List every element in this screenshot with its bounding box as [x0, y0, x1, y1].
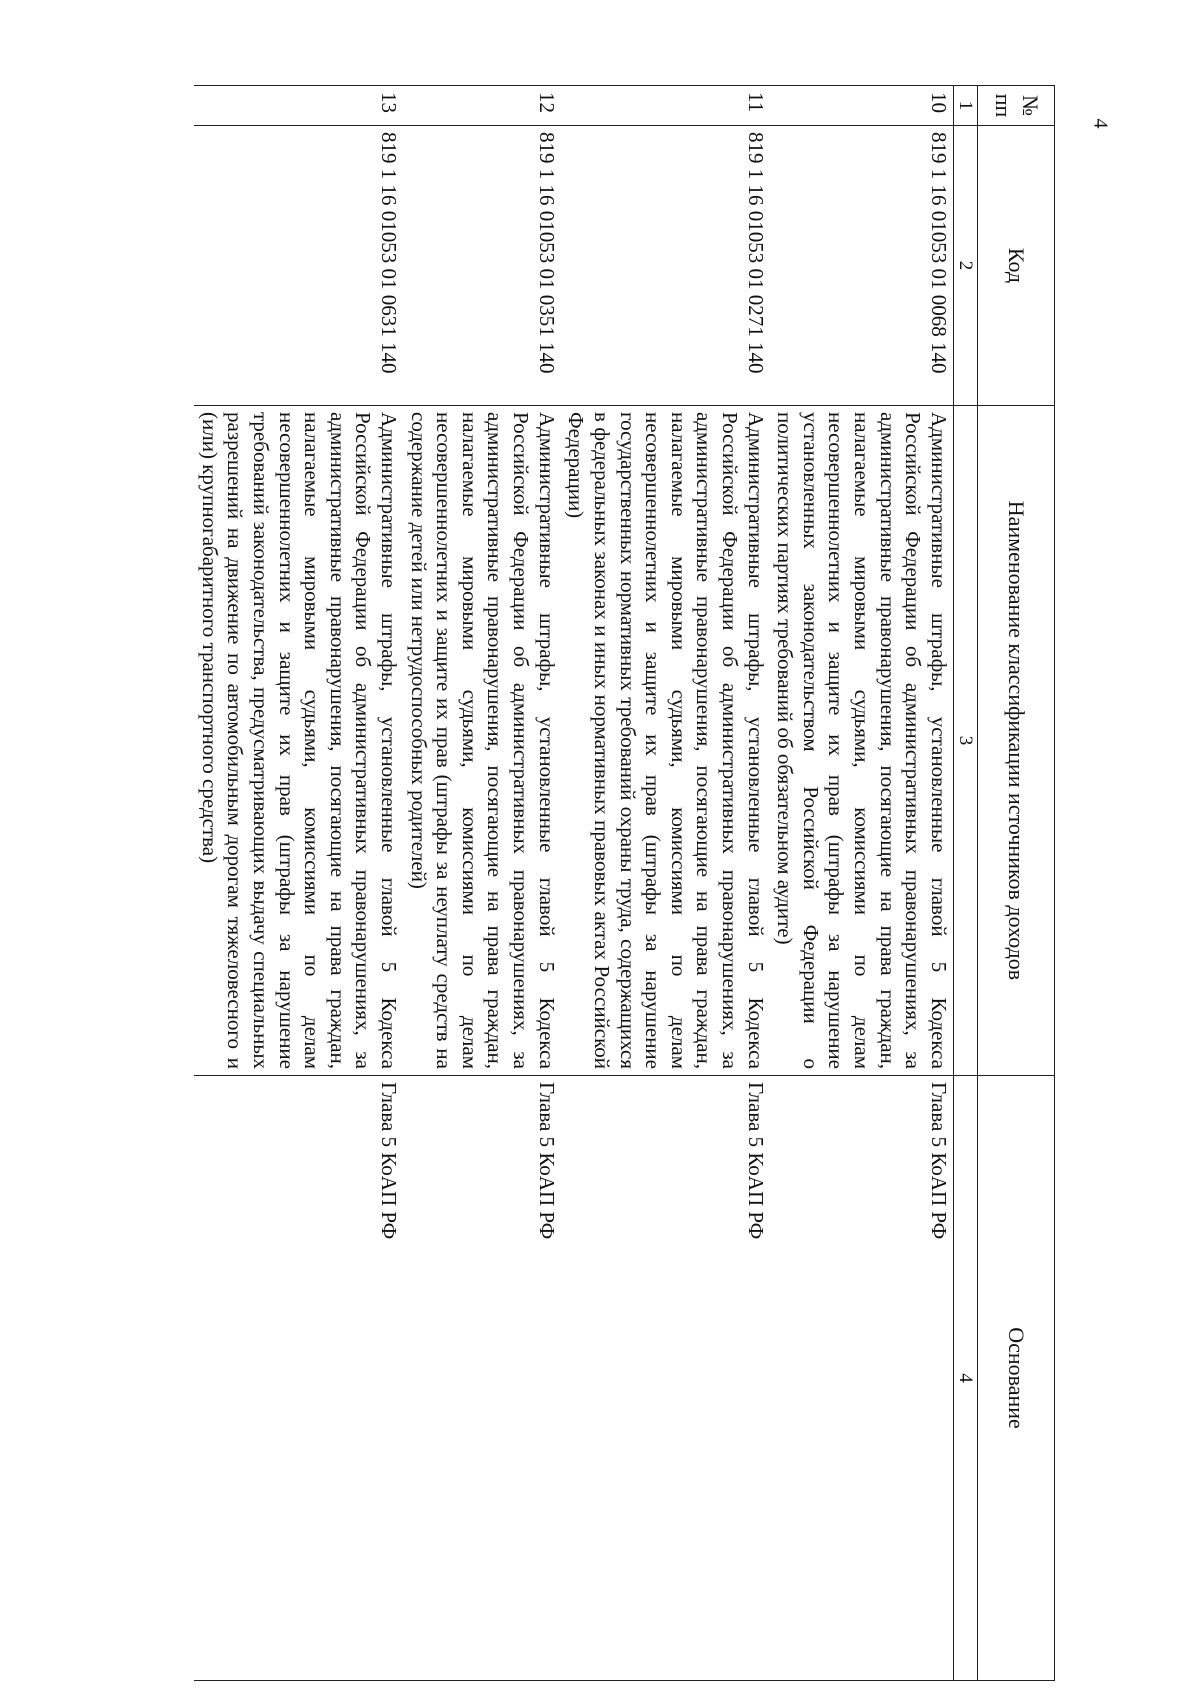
column-number: 2 [953, 126, 977, 406]
row-num: 13 [194, 86, 403, 126]
table-row [770, 86, 954, 1681]
header-code: Код [978, 126, 1055, 406]
row-name: Административные штрафы, установленные главой 5 Кодекса Российской Федерации об административных правонарушениях, за административные правонарушения, посягающие на права граждан, налагаемые мировыми судьями, комиссиями по делам несовершеннолетних и защите их прав (штрафы за нарушение требований законодательства, предусматривающих выдачу специальных разрешений на движение по автомобильным дорогам тяжеловесного и (или) крупногабаритного транспортного средства) [194, 406, 403, 1076]
header-basis: Основание [978, 1076, 1055, 1681]
row-code: 819 1 16 01053 01 0271 140 [561, 126, 770, 406]
table-row [561, 86, 770, 1681]
row-name: Административные штрафы, установленные главой 5 Кодекса Российской Федерации об административных правонарушениях, за административные правонарушения, посягающие на права граждан, налагаемые мировыми судьями, комиссиями по делам несовершеннолетних и защите их прав (штрафы за нарушение государственных нормативных требований охраны труда, содержащихся в федеральных законах и иных нормативных правовых актах Российской Федерации) [561, 406, 770, 1076]
table-row [194, 86, 403, 1681]
rotated-table-container [170, 85, 1055, 1680]
header-num: № пп [978, 86, 1055, 126]
revenue-classification-table [194, 85, 1055, 1681]
row-name: Административные штрафы, установленные главой 5 Кодекса Российской Федерации об административных правонарушениях, за административные правонарушения, посягающие на права граждан, налагаемые мировыми судьями, комиссиями по делам несовершеннолетних и защите их прав (штрафы за неуплату средств на содержание детей или нетрудоспособных родителей) [403, 406, 561, 1076]
row-num: 10 [770, 86, 954, 126]
row-basis: Глава 5 КоАП РФ [403, 1076, 561, 1681]
page-number: 4 [1089, 118, 1112, 129]
row-name: Административные штрафы, установленные главой 5 Кодекса Российской Федерации об административных правонарушениях, за административные правонарушения, посягающие на права граждан, налагаемые мировыми судьями, комиссиями по делам несовершеннолетних и защите их прав (штрафы за нарушение установленных законодательством Российской Федерации о политических партиях требований об обязательном аудите) [770, 406, 954, 1076]
row-num: 11 [561, 86, 770, 126]
header-name: Наименование классификации источников доходов [978, 406, 1055, 1076]
table-row [403, 86, 561, 1681]
table-header-row [978, 86, 1055, 1681]
row-num: 12 [403, 86, 561, 126]
row-code: 819 1 16 01053 01 0351 140 [403, 126, 561, 406]
row-basis: Глава 5 КоАП РФ [770, 1076, 954, 1681]
row-code: 819 1 16 01053 01 0631 140 [194, 126, 403, 406]
column-number: 1 [953, 86, 977, 126]
column-number: 3 [953, 406, 977, 1076]
row-code: 819 1 16 01053 01 0068 140 [770, 126, 954, 406]
column-number-row [953, 86, 977, 1681]
column-number: 4 [953, 1076, 977, 1681]
row-basis: Глава 5 КоАП РФ [194, 1076, 403, 1681]
row-basis: Глава 5 КоАП РФ [561, 1076, 770, 1681]
